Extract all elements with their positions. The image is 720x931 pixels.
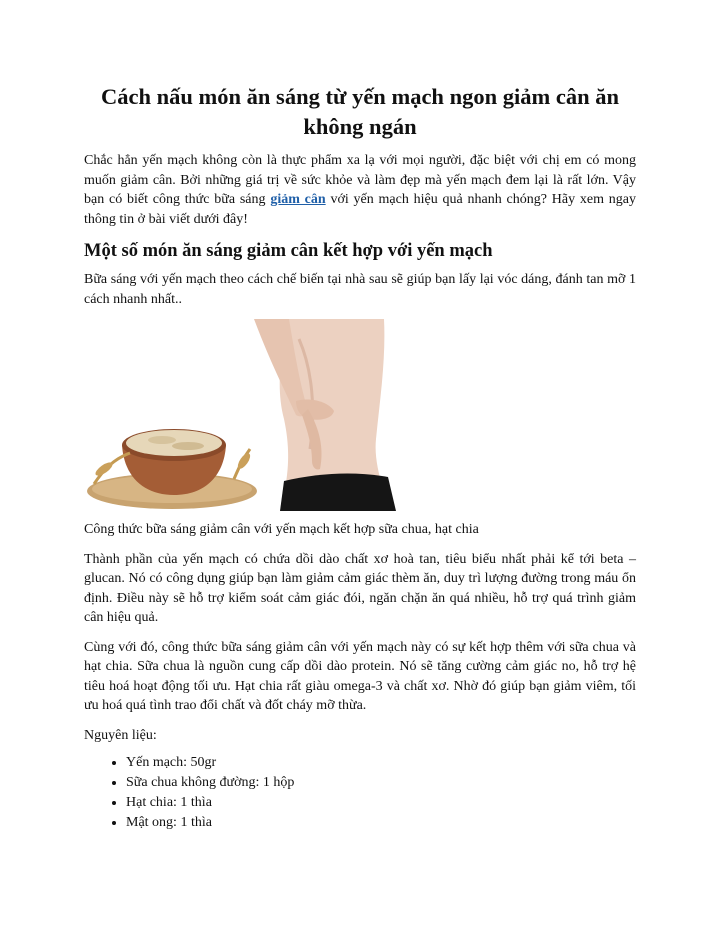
page-title: Cách nấu món ăn sáng từ yến mạch ngon giảm cân ăn không ngán: [101, 84, 619, 139]
list-item: • Mật ong: 1 thìa: [126, 813, 636, 833]
section-heading: Một số món ăn sáng giảm cân kết hợp với yến mạch: [84, 241, 493, 261]
article: [84, 82, 636, 833]
body-paragraph-1: Thành phần của yến mạch có chứa dồi dào chất xơ hoà tan, tiêu biểu nhất phải kể tới beta – glucan. Nó có công dụng giúp bạn làm giảm cảm giác thèm ăn, duy trì lượng đường trong máu ổn định. Điều này sẽ hỗ trợ kiểm soát cảm giác đói, ngăn chặn ăn quá nhiều, hỗ trợ quá trình giảm cân hiệu quả.: [84, 551, 636, 625]
list-item: • Hạt chia: 1 thìa: [126, 793, 636, 813]
section-intro: Bữa sáng với yến mạch theo cách chế biến tại nhà sau sẽ giúp bạn lấy lại vóc dáng, đánh tan mỡ 1 cách nhanh nhất..: [84, 272, 636, 307]
ingredients-list: [84, 753, 636, 833]
intro-paragraph: [84, 151, 636, 229]
body-paragraph-2: Cùng với đó, công thức bữa sáng giảm cân với yến mạch này có sự kết hợp thêm với sữa chua và hạt chia. Sữa chua là nguồn cung cấp dồi dào protein. Nó sẽ tăng cường cảm giác no, hỗ trợ hệ tiêu hoá hoạt động tối ưu. Hạt chia rất giàu omega-3 và chất xơ. Nhờ đó giúp bạn giảm viêm, tối ưu hoá quá tình trao đổi chất và đốt cháy mỡ thừa.: [84, 639, 636, 713]
list-item: • Sữa chua không đường: 1 hộp: [126, 773, 636, 793]
keyword-link-giam-can[interactable]: giảm cân: [270, 192, 326, 207]
image-caption: Công thức bữa sáng giảm cân với yến mạch kết hợp sữa chua, hạt chia: [84, 522, 479, 537]
list-item: • Yến mạch: 50gr: [126, 753, 636, 773]
intro-text-end: với yến mạch hiệu quả nhanh chóng? Hãy xem ngay thông tin ở bài viết dưới đây!: [84, 192, 636, 227]
oatmeal-waist-photo: [84, 319, 416, 511]
ingredients-label: Nguyên liệu:: [84, 727, 157, 743]
intro-text-start: Chắc hẳn yến mạch không còn là thực phẩm xa lạ với mọi người, đặc biệt với chị em có mong muốn giảm cân. Bởi những giá trị về sức khỏe và làm đẹp mà yến mạch đem lại là rất lớn. Vậy bạn có biết công thức bữa sáng: [84, 153, 636, 207]
